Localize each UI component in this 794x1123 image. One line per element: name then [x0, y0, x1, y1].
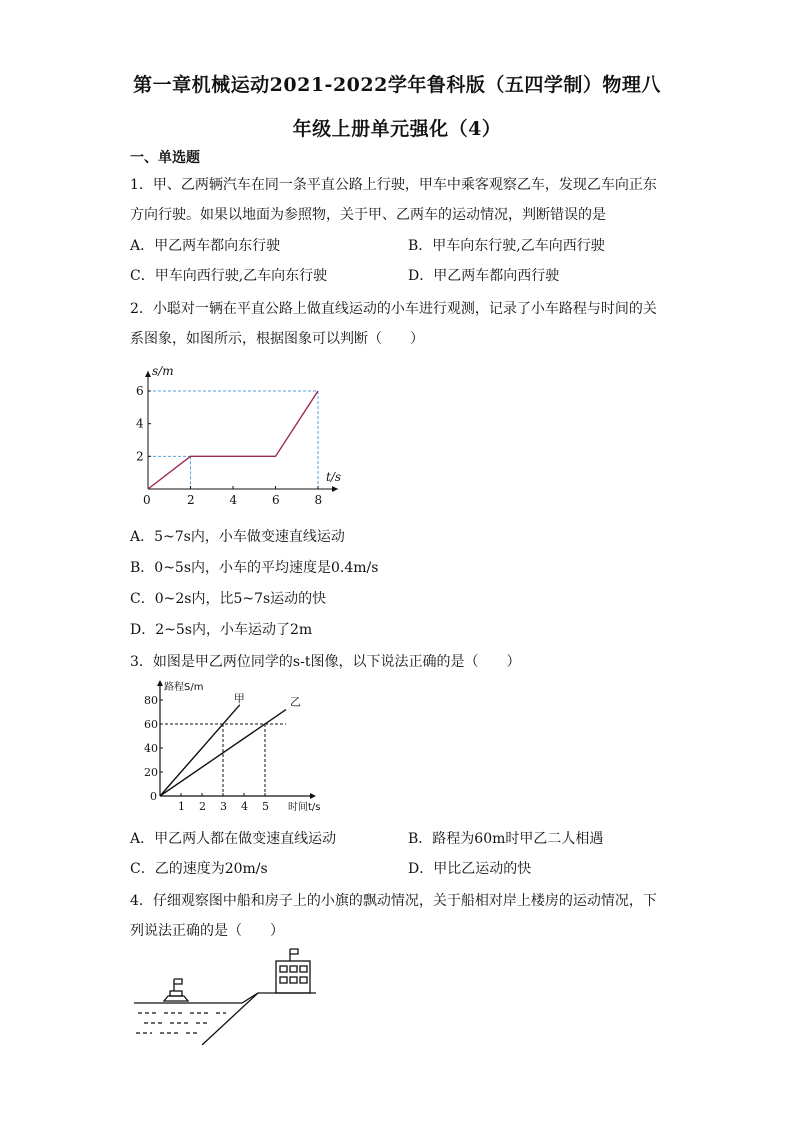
x-tick-label: 4 [229, 493, 238, 507]
x-tick-label: 8 [314, 493, 323, 507]
q1-stem-line-2: 方向行驶。如果以地面为参照物，关于甲、乙两车的运动情况，判断错误的是 [130, 207, 606, 223]
page-title-line-1: 第一章机械运动2021-2022学年鲁科版（五四学制）物理八 [133, 74, 661, 96]
x-tick-label: 6 [272, 493, 280, 507]
q2-option-d: D．2~5s内，小车运动了2m [130, 622, 313, 638]
x-tick-label: 2 [187, 493, 195, 507]
y-tick-label: 60 [144, 718, 158, 731]
building-window [300, 977, 307, 983]
q1-option-b: B．甲车向东行驶,乙车向西行驶 [408, 238, 605, 254]
y-axis-arrow [145, 371, 151, 377]
y-axis-label: 路程S/m [164, 682, 204, 693]
slope-line [202, 993, 258, 1045]
shore-line [134, 993, 316, 1003]
building-flag-icon [290, 949, 298, 954]
y-tick-label: 80 [144, 694, 158, 707]
x-axis-arrow [332, 486, 338, 492]
y-tick-label: 4 [136, 416, 144, 431]
x-tick-label: 1 [178, 800, 185, 813]
q4-stem-line-2: 列说法正确的是（ ） [130, 923, 284, 939]
q3-option-d: D．甲比乙运动的快 [408, 861, 532, 877]
q3-option-a: A．甲乙两人都在做变速直线运动 [130, 831, 337, 847]
building-window [280, 966, 287, 972]
building-window [280, 977, 287, 983]
q3-option-c: C．乙的速度为20m/s [130, 861, 268, 877]
page-title-line-2: 年级上册单元强化（4） [292, 118, 502, 140]
q3-st-graph [130, 674, 330, 814]
y-tick-label: 6 [136, 384, 144, 398]
x-axis-label: 时间t/s [288, 802, 321, 813]
boat-flag-icon [174, 979, 182, 984]
series-label: 甲 [233, 691, 245, 705]
x-tick-label: 2 [199, 800, 206, 813]
building-window [300, 966, 307, 972]
q1-stem-line-1: 1．甲、乙两辆汽车在同一条平直公路上行驶，甲车中乘客观察乙车，发现乙车向正东 [130, 177, 657, 193]
series-line-car [148, 391, 318, 489]
y-tick-label: 40 [144, 742, 158, 755]
boat-and-building-figure [130, 945, 330, 1045]
boat-cabin [170, 991, 182, 996]
section-heading: 一、单选题 [130, 150, 200, 166]
q2-option-b: B．0~5s内，小车的平均速度是0.4m/s [130, 560, 379, 576]
q2-stem-line-2: 系图象，如图所示，根据图象可以判断（ ） [130, 331, 424, 347]
y-axis-arrow [157, 680, 163, 686]
q1-option-a: A．甲乙两车都向东行驶 [130, 238, 281, 254]
q3-stem: 3．如图是甲乙两位同学的s-t图像，以下说法正确的是（ ） [130, 654, 521, 670]
series-label: 乙 [290, 695, 301, 709]
q2-option-a: A．5~7s内，小车做变速直线运动 [130, 529, 345, 545]
q2-st-graph [130, 355, 370, 515]
y-axis-label: s/m [152, 364, 174, 378]
y-tick-label: 2 [136, 449, 144, 464]
building-window [290, 966, 297, 972]
x-tick-label: 5 [262, 800, 269, 813]
x-tick-label: 0 [143, 493, 151, 507]
q2-stem-line-1: 2．小聪对一辆在平直公路上做直线运动的小车进行观测，记录了小车路程与时间的关 [130, 301, 657, 317]
q1-option-d: D．甲乙两车都向西行驶 [408, 268, 560, 284]
building-window [290, 977, 297, 983]
x-axis-arrow [310, 793, 316, 799]
boat-hull [164, 996, 188, 1001]
q3-option-b: B．路程为60m时甲乙二人相遇 [408, 831, 604, 847]
series-line-jia [160, 705, 240, 796]
x-tick-label: 3 [220, 800, 227, 813]
origin-label: 0 [150, 790, 157, 803]
q4-stem-line-1: 4．仔细观察图中船和房子上的小旗的飘动情况，关于船相对岸上楼房的运动情况，下 [130, 893, 657, 909]
q1-option-c: C．甲车向西行驶,乙车向东行驶 [130, 268, 328, 284]
x-axis-label: t/s [326, 470, 342, 484]
y-tick-label: 20 [144, 766, 158, 779]
x-tick-label: 4 [241, 800, 248, 813]
series-line-yi [160, 710, 286, 796]
q2-option-c: C．0~2s内，比5~7s运动的快 [130, 591, 327, 607]
